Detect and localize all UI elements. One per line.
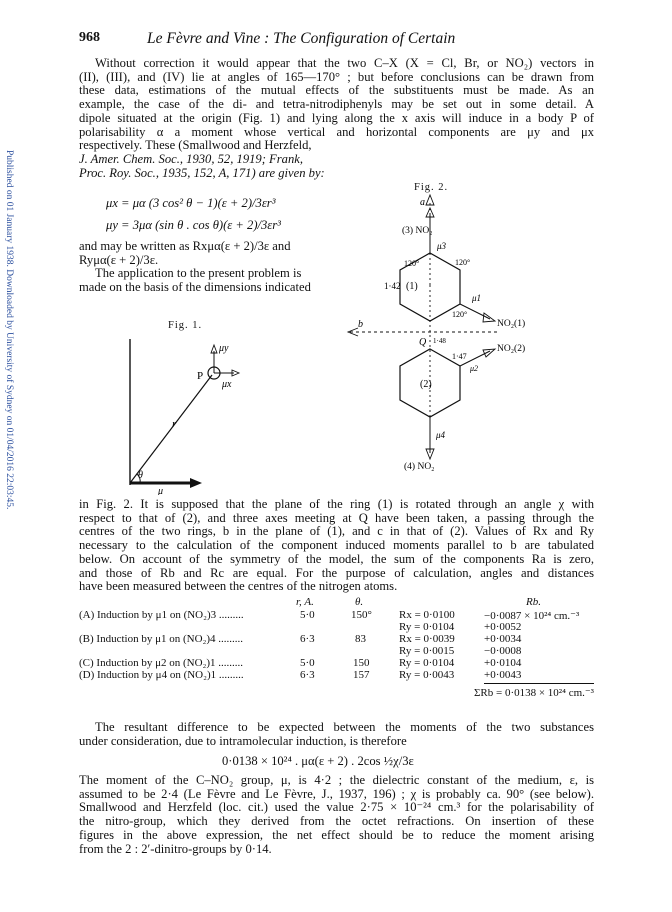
fig2-label-mu1: μ1	[472, 293, 482, 303]
text-line: The application to the present problem is	[95, 267, 302, 281]
text-line: from the 2 : 2′-dinitro-groups by 0·14.	[79, 842, 272, 856]
fig2-label-mu4: μ4	[436, 430, 446, 440]
paragraph-2	[79, 240, 344, 295]
fig2-label-b: b	[358, 319, 363, 330]
running-header	[79, 30, 594, 48]
text-line: example, the case of the di- and tetra-nitrodiphenyls may be set out in some detail. A	[79, 98, 594, 112]
text-line: The moment of the C–NO₂ group, μ, is 4·2 ; the dielectric constant of the medium, ε, is	[79, 774, 594, 787]
table-header-rb: Rb.	[526, 596, 541, 608]
text-line: these data, estimations of the mutual effects of the substituents must be made. As an	[79, 84, 594, 98]
text-line: polarisability α a moment whose vertical and horizontal components are μy and μx	[79, 125, 594, 139]
table-header-r: r, A.	[296, 596, 314, 608]
download-watermark	[2, 150, 16, 710]
fig1-label-mu: μ	[158, 486, 164, 495]
watermark-text: Published on 01 January 1938. Downloaded by University of Sydney on 01/04/2016 22:03:45.	[4, 150, 14, 510]
table-header-theta: θ.	[355, 596, 364, 608]
table-cell-r: 5·0	[300, 657, 315, 669]
figure-2	[340, 193, 580, 483]
fig2-label-ring-2: (2)	[420, 379, 432, 390]
fig2-label-120-right: 120°	[455, 258, 471, 267]
fig2-label-1-47: 1·47	[452, 352, 467, 361]
text-line: and those of Rb and Rc are equal. For the purpose of calculation, angles and distances	[79, 566, 594, 580]
table-row-label: (A) Induction by μ1 on (NO₂)3 .........	[79, 609, 244, 621]
text-line: Ryμα(ε + 2)/3ε.	[79, 253, 159, 267]
fig2-label-q: Q	[419, 337, 427, 348]
fig2-label-no2-2: NO₂(2)	[497, 344, 526, 354]
fig2-label-120-low: 120°	[452, 310, 468, 319]
text-line: The resultant difference to be expected between the moments of the two substances	[95, 721, 594, 734]
paragraph-4	[79, 498, 594, 594]
page-number: 968	[79, 30, 100, 45]
table-cell-rb: −0·0008	[484, 645, 522, 657]
fig2-label-no2-4: (4) NO₂	[404, 462, 435, 472]
table-cell-r: 6·3	[300, 669, 315, 681]
text-line: necessary to the calculation of the component induced moments parallel to b are tabulated	[79, 539, 594, 553]
table-cell-r: 5·0	[300, 609, 315, 621]
fig2-label-ring-1: (1)	[406, 281, 418, 292]
text-line: respect to that of (2), and three axes meeting at Q have been taken, a passing through the	[79, 511, 594, 525]
table-cell-rx: Ry = 0·0043	[399, 669, 455, 681]
table-sum: ΣRb = 0·0138 × 10²⁴ cm.⁻³	[474, 687, 594, 699]
table-cell-rx: Rx = 0·0039	[399, 633, 455, 645]
text-line: centres of the two rings, b in the plane of (1), and c in that of (2). Values of Rx and Ry	[79, 525, 594, 539]
text-line: below. On account of the symmetry of the model, the sum of the components Ra is zero,	[79, 552, 594, 566]
text-line: and may be written as Rxμα(ε + 2)/3ε and	[79, 240, 291, 253]
fig2-label-a: a	[420, 197, 425, 208]
fig1-label-mu-y: μy	[219, 343, 229, 354]
text-line: Without correction it would appear that the two C–X (X = Cl, Br, or NO₂) vectors in	[95, 57, 594, 70]
text-line: Proc. Roy. Soc., 1935, 152, A, 171) are given by:	[79, 166, 325, 180]
table-row-label: (C) Induction by μ2 on (NO₂)1 .........	[79, 657, 244, 669]
table-cell-rb: +0·0052	[484, 621, 522, 633]
table-cell-rb: +0·0043	[484, 669, 522, 681]
text-line: Smallwood and Herzfeld (loc. cit.) used the value 2·75 × 10⁻²⁴ cm.³ for the polarisability of	[79, 801, 594, 815]
table-cell-theta: 150°	[351, 609, 372, 621]
text-line: dipole situated at the origin (Fig. 1) and lying along the x axis will induce in a body P of	[79, 111, 594, 125]
fig1-label-r: r	[172, 418, 177, 430]
table-row-label: (B) Induction by μ1 on (NO₂)4 .........	[79, 633, 244, 645]
table-cell-theta: 83	[355, 633, 366, 645]
table-cell-r: 6·3	[300, 633, 315, 645]
text-line: under consideration, due to intramolecular induction, is therefore	[79, 734, 407, 748]
fig2-label-1-42: 1·42	[384, 281, 401, 291]
fig1-radius-line	[130, 375, 212, 483]
text-line: the nitro-group, which they derived from the octet refractions. On insertion of these	[79, 815, 594, 829]
text-line: J. Amer. Chem. Soc., 1930, 52, 1919; Frank,	[79, 152, 303, 166]
paragraph-1	[79, 57, 594, 180]
fig2-label-1-48: 1·48	[433, 337, 446, 345]
fig2-label-no2-1: NO₂(1)	[497, 319, 526, 329]
table-cell-rx: Rx = 0·0100	[399, 609, 455, 621]
table-cell-rx: Ry = 0·0015	[399, 645, 455, 657]
fig1-caption: Fig. 1.	[168, 320, 203, 331]
text-line: have been measured between the centres of the nitrogen atoms.	[79, 580, 398, 594]
equation-mu-x: μx = μα (3 cos² θ − 1)(ε + 2)/3εr³	[106, 196, 276, 210]
running-title: Le Fèvre and Vine : The Configuration of Certain	[147, 30, 456, 47]
equation-result: 0·0138 × 10²⁴ . μα(ε + 2) . 2cos ½χ/3ε	[222, 754, 414, 768]
fig2-label-mu2: μ2	[470, 364, 479, 373]
text-line: figures in the above expression, the net effect should be to reduce the moment arising	[79, 828, 594, 842]
table-cell-theta: 157	[353, 669, 370, 681]
fig1-dipole-arrowhead	[190, 478, 202, 488]
table-cell-rx: Ry = 0·0104	[399, 657, 455, 669]
fig2-label-120-left: 120°	[404, 259, 420, 268]
equation-mu-y: μy = 3μα (sin θ . cos θ)(ε + 2)/3εr³	[106, 218, 281, 232]
fig2-label-mu3: μ3	[437, 241, 447, 251]
text-line: made on the basis of the dimensions indicated	[79, 281, 311, 295]
text-line: (II), (III), and (IV) lie at angles of 165—170° ; but before conclusions can be drawn from	[79, 70, 594, 84]
text-line: assumed to be 2·4 (Le Fèvre and Le Fèvre, J., 1937, 196) ; χ is probably ca. 90° (see below).	[79, 787, 594, 801]
paragraph-6	[79, 774, 594, 856]
text-line: respectively. These (Smallwood and Herzfeld,	[79, 139, 312, 153]
table-cell-rb: −0·0087 × 10²⁴ cm.⁻³	[484, 610, 580, 622]
fig2-label-no2-3: (3) NO₂	[402, 226, 433, 236]
fig2-caption: Fig. 2.	[414, 182, 449, 193]
induction-table	[79, 596, 599, 716]
text-line: in Fig. 2. It is supposed that the plane of the ring (1) is rotated through an angle χ with	[79, 498, 594, 511]
fig1-label-theta: θ	[138, 470, 143, 481]
fig1-label-mu-x: μx	[222, 379, 232, 390]
table-cell-rx: Ry = 0·0104	[399, 621, 455, 633]
table-cell-rb: +0·0104	[484, 657, 522, 669]
fig1-label-p: P	[197, 370, 204, 382]
table-cell-theta: 150	[353, 657, 370, 669]
table-sum-rule	[484, 683, 594, 684]
figure-1	[118, 335, 288, 495]
table-row-label: (D) Induction by μ4 on (NO₂)1 .........	[79, 669, 244, 681]
table-cell-rb: +0·0034	[484, 633, 522, 645]
paragraph-5	[79, 721, 594, 748]
